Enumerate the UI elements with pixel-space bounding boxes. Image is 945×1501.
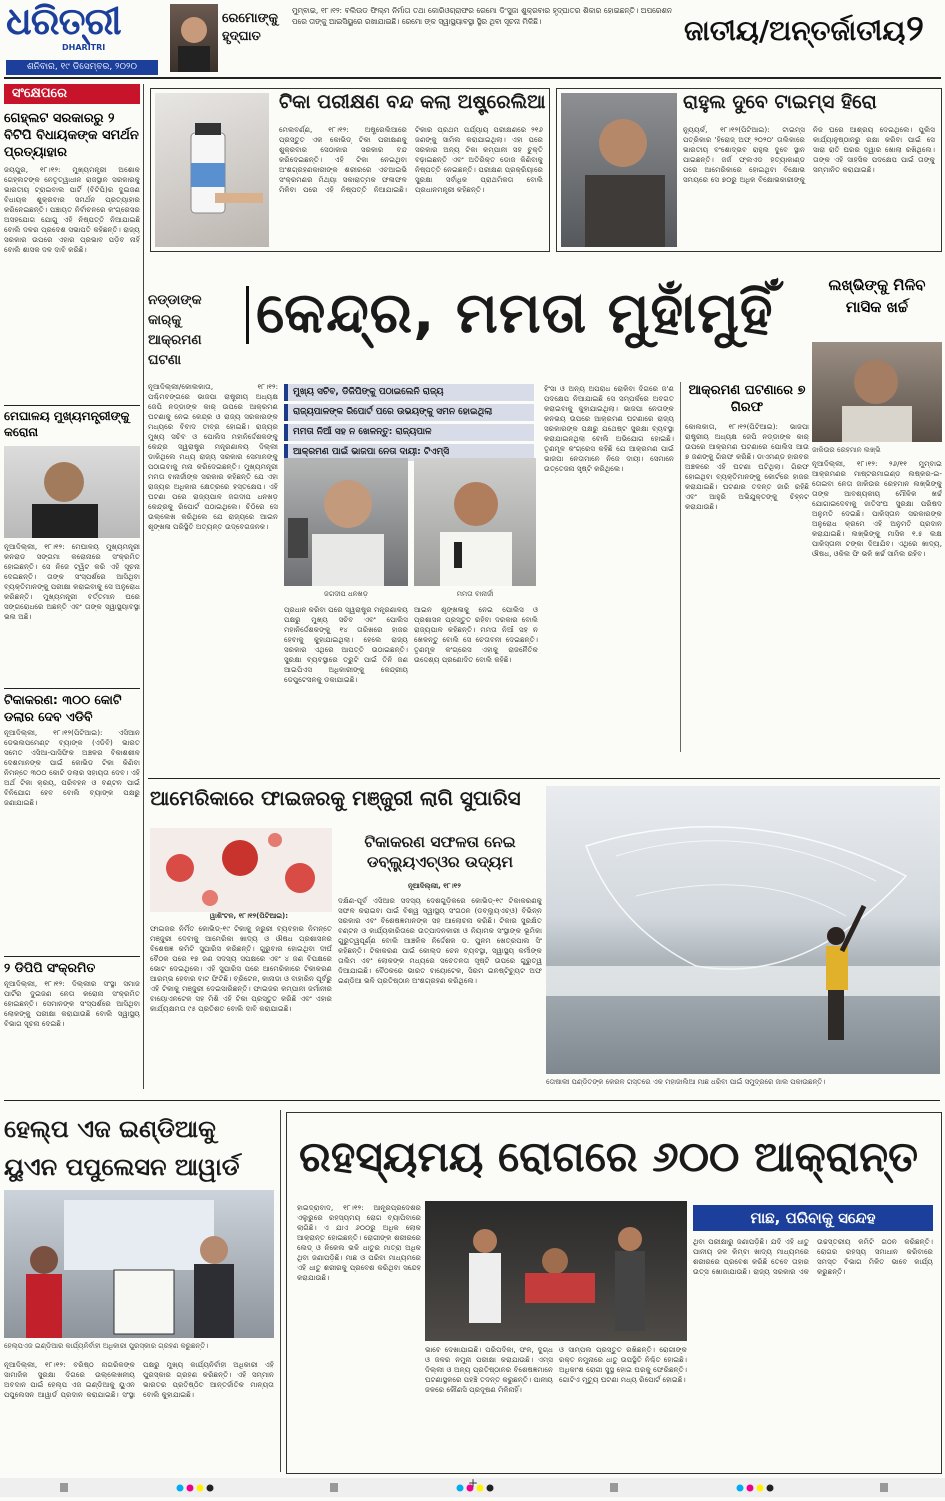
- rahul-story: [556, 88, 942, 252]
- dhankhar-caption: ଜଗଦୀପ ଧନଖଡ଼: [323, 590, 368, 598]
- column-name: ରେମୋଙ୍କୁ ହୃଦ୍‌ଘାତ: [222, 11, 278, 44]
- main-bullets: [284, 384, 534, 461]
- bullet-1: ମୁଖ୍ୟ ସଚିବ, ଡିଜିପିଙ୍କୁ ପଠାଇଲେନି ରାଜ୍ୟ: [284, 384, 534, 401]
- item1-headline: ଗେହ୍‌ଲଟ ସରକାରରୁ ୨ ବିଟିପି ବିଧାୟକଙ୍କ ସମର୍ଥନ ପ୍ରତ୍ୟାହାର: [4, 111, 139, 160]
- bullet-3: ମମତା ନିଆଁ ସହ ନ ଖେଳନ୍ତୁ: ରାଜ୍ୟପାଳ: [284, 424, 534, 441]
- mystery-body-2: ଭାବେ ଦେଖାଯାଇଛି। ପରିପଦିକା, ଫଳ, ଦୁଗ୍ଧ ଓ ଜଳର ନମୁନା ପରୀକ୍ଷା କରାଯାଉଛି। ଏମ୍ସ ଦିଲ୍ଲୀ ଓ ଅନ୍ୟ ପ୍ରତିଷ୍ଠାନର ବିଶେଷଜ୍ଞମାନେ ଘଟଣାସ୍ଥଳରେ ପହଞ୍ଚି ତଦନ୍ତ କରୁଛନ୍ତି। ପାନୀୟ ଜଳରେ କୌଣସି ପ୍ରଦୂଷଣ ମିଳିନାହିଁ।: [425, 1345, 553, 1394]
- helpage-headline: ହେଲ୍ପ ଏଜ ଇଣ୍ଡିଆକୁ ୟୁଏନ ପପୁଲେସନ ଆୱାର୍ଡ: [4, 1115, 240, 1181]
- helpage-body: ନୂଆଦିଲ୍ଲୀ, ୧୮।୧୨: ବରିଷ୍ଠ ନାଗରିକଙ୍କ ସାମାଜିକ ସୁରକ୍ଷା ଦିଗରେ ଉଲ୍ଲେଖନୀୟ ଅବଦାନ ପାଇଁ ହେଲ୍ପ ଏଜ ଇଣ୍ଡିଆକୁ ୟୁଏନ ପପୁଲେସନ ଆୱାର୍ଡ ପ୍ରଦାନ କରାଯାଇଛି। ସଂସ୍ଥା ପକ୍ଷରୁ ମୁଖ୍ୟ କାର୍ଯ୍ୟନିର୍ବାହୀ ଅଧିକାରୀ ଏହି ପୁରସ୍କାର ଗ୍ରହଣ କରିଛନ୍ତି। ଏହି ସମ୍ମାନ ଭାରତର ପ୍ରତିଷ୍ଠିତ ଆନ୍ତର୍ଜାତିକ ମାନ୍ୟତା ବୋଲି କୁହାଯାଇଛି।: [4, 1360, 274, 1399]
- portrait-icon: [812, 342, 942, 442]
- arrests-box: [680, 382, 809, 752]
- australia-story: [150, 88, 550, 252]
- item3-headline: ଟିକାକରଣ: ୩୦୦ କୋଟି ଡଲାର ଦେବ ଏଡିବି: [4, 692, 122, 724]
- virus-icon: [150, 828, 332, 912]
- virus-illustration: [150, 828, 332, 912]
- australia-headline: ଟିକା ପରୀକ୍ଷଣ ବନ୍ଦ କଲା ଅଷ୍ଟ୍ରେଲିଆ: [279, 91, 546, 113]
- dhankhar-photo: [284, 458, 408, 586]
- lower-rule: [4, 1100, 940, 1101]
- rahul-body: ନ୍ୟୁୟର୍କ, ୧୮।୧୨(ପିଟିଆଇ): ଟାଇମ୍ସ ପତ୍ରିକାର 'ହିରୋଜ୍ ଅଫ୍ ୨୦୨୦' ତାଲିକାରେ ଭାରତୀୟ ବଂଶୋଦ୍ଭବ ରାହୁଲ ଦୁବେ ସ୍ଥାନ ପାଇଛନ୍ତି। ଜର୍ଜ ଫ୍ଲଏଡ ହତ୍ୟାକାଣ୍ଡ ପରେ ଆମେରିକାରେ ହୋଇଥିବା ବିକ୍ଷୋଭ ସମୟରେ ସେ ୭୦ରୁ ଅଧିକ ବିକ୍ଷୋଭକାରୀଙ୍କୁ ନିଜ ଘରେ ଆଶ୍ରୟ ଦେଇଥିଲେ। ପୁଲିସ କାର୍ଯ୍ୟାନୁଷ୍ଠାନରୁ ରକ୍ଷା କରିବା ପାଇଁ ସେ ସାରା ରାତି ଘରର ଦ୍ୱାର ଖୋଲା ରଖିଥିଲେ। ତାଙ୍କ ଏହି ସାହସିକ ପଦକ୍ଷେପ ପାଇଁ ତାଙ୍କୁ ସମ୍ମାନିତ କରାଯାଇଛି।: [683, 125, 935, 184]
- left-column-rule: [143, 84, 144, 1089]
- arrests-headline: ଆକ୍ରମଣ ଘଟଣାରେ ୭ ଗିରଫ: [688, 383, 806, 415]
- lakhvi-photo: [812, 342, 942, 442]
- pfizer-dateline: ୱାଶିଂଟନ, ୧୮।୧୨(ପିଟିଆଇ):: [209, 912, 289, 920]
- who-dateline: ନୂଆଦିଲ୍ଲୀ, ୧୮।୧୨: [408, 882, 461, 890]
- item2-headline: ମେଘାଳୟ ମୁଖ୍ୟମନ୍ତ୍ରୀଙ୍କୁ କରୋନା: [4, 409, 130, 439]
- section-title: ଜାତୀୟ/ଅନ୍ତର୍ଜାତୀୟ: [684, 14, 906, 47]
- mystery-body-3: ଓ ସାମ୍ପଲ ପ୍ରସ୍ତୁତ ରଖିଛନ୍ତି। ରୋଗୀଙ୍କ ରକ୍ତ ନମୁନାରେ ଧାତୁ ଉପସ୍ଥିତି ନିଶ୍ଚିତ ହୋଇଛି। ଅଧିକାଂଶ ରୋଗୀ ସୁସ୍ଥ ହୋଇ ଘରକୁ ଫେରିଛନ୍ତି। ଗୋଟିଏ ମୃତ୍ୟୁ ଘଟଣା ମଧ୍ୟ ରିପୋର୍ଟ ହୋଇଛି।: [559, 1345, 687, 1384]
- who-body: ଦକ୍ଷିଣ-ପୂର୍ବ ଏସିଆର ସଦସ୍ୟ ଦେଶଗୁଡ଼ିକରେ କୋଭିଡ୍-୧୯ ଟିକାକରଣକୁ ସଫଳ କରାଇବା ପାଇଁ ବିଶ୍ୱ ସ୍ୱାସ୍ଥ୍ୟ ସଂଗଠନ (ଡବ୍ଲ୍ୟୁଏଚ୍‌ଓ) ବିଭିନ୍ନ ସରକାର ଏବଂ ବିଶେଷଜ୍ଞମାନଙ୍କ ସହ ଆଲୋଚନା କରିଛି। ଟିକାର ସୁରକ୍ଷିତ ବଣ୍ଟନ ଓ କାର୍ଯ୍ୟକାରିତାରେ ଉତ୍ପାଦନକାରୀ ଓ ନିୟାମକ ସଂସ୍ଥାଙ୍କ ଭୂମିକା ଗୁରୁତ୍ୱପୂର୍ଣ୍ଣ ବୋଲି ଆଞ୍ଚଳିକ ନିର୍ଦ୍ଦେଶକ ଡ. ପୁନମ ଖେତ୍ରପାଲ ସିଂ କହିଛନ୍ତି। ଟିକାକରଣ ପାଇଁ କୋଲ୍ଡ ଚେନ ବ୍ୟବସ୍ଥା, ସ୍ୱାସ୍ଥ୍ୟ କର୍ମୀଙ୍କ ତାଲିମ ଏବଂ ଲୋକଙ୍କ ମଧ୍ୟରେ ସଚେତନତା ସୃଷ୍ଟି ଉପରେ ଗୁରୁତ୍ୱ ଦିଆଯାଇଛି। ବୈଠକରେ ଭାରତ ବାୟୋଟେକ, ସିରମ ଇନଷ୍ଟିଚ୍ୟୁଟ ଅଫ ଇଣ୍ଡିଆ ଭଳି ପ୍ରତିଷ୍ଠାନ ଅଂଶଗ୍ରହଣ କରିଥିଲେ।: [338, 896, 542, 985]
- main-kicker: ନଡ୍ଡାଙ୍କ କାର୍‌କୁ ଆକ୍ରମଣ ଘଟଣା: [148, 292, 202, 368]
- masthead-rule: [4, 77, 941, 79]
- lakhvi-story: [812, 274, 942, 752]
- vaccine-photo: [155, 93, 269, 247]
- lakhvi-body: ନୂଆଦିଲ୍ଲୀ, ୧୮।୧୨: ୨୬/୧୧ ମୁମ୍ବାଇ ଆକ୍ରମଣର ମାଷ୍ଟରମାଇଣ୍ଡ ଲଷ୍କର-ଇ-ତୋଇବା ନେତା ଜାକିଉର ରେହମାନ ଲଖ୍‌ଭିଙ୍କୁ ତାଙ୍କ ଆବଶ୍ୟକୀୟ ମୌଳିକ ଖର୍ଚ୍ଚ ଯୋଗାଇଦେବାକୁ ଜାତିସଂଘ ସୁରକ୍ଷା ପରିଷଦ ଅନୁମତି ଦେଇଛି। ପାକିସ୍ତାନ ସରକାରଙ୍କ ଅନୁରୋଧ କ୍ରମେ ଏହି ଅନୁମତି ପ୍ରଦାନ କରାଯାଇଛି। ଲଖ୍‌ଭିଙ୍କୁ ମାସିକ ୧.୫ ଲକ୍ଷ ପାକିସ୍ତାନୀ ଟଙ୍କା ଦିଆଯିବ। ଏଥିରେ ଖାଦ୍ୟ, ଔଷଧ, ଓକିଲ ଫି ଭଳି ଖର୍ଚ୍ଚ ସାମିଲ ରହିବ।: [812, 459, 942, 558]
- who-headline: ଟିକାକରଣ ସଫଳତା ନେଇ ଡବ୍ଲ୍ୟୁଏଚ୍‌ଓର ଉଦ୍ୟମ: [364, 833, 516, 871]
- main-body-2: ପ୍ରଧାନ କରିବା ପରେ ସ୍ୱରାଷ୍ଟ୍ର ମନ୍ତ୍ରଣାଳୟ ପକ୍ଷରୁ ମୁଖ୍ୟ ସଚିବ ଏବଂ ପୋଲିସ ମହାନିର୍ଦ୍ଦେଶକଙ୍କୁ ୧୪ ତାରିଖରେ ହାଜର ହେବାକୁ କୁହାଯାଇଥିଲା। ହେଲେ ରାଜ୍ୟ ସରକାର ଏଥିରେ ଆପତ୍ତି ଉଠାଇଛନ୍ତି। ସୁରକ୍ଷା ବ୍ୟବସ୍ଥାରେ ତ୍ରୁଟି ପାଇଁ ତିନି ଜଣ ଆଇପିଏସ ଅଧିକାରୀଙ୍କୁ କେନ୍ଦ୍ରୀୟ ଡେପୁଟେସନକୁ ଡକାଯାଇଛି।: [284, 605, 408, 684]
- vaccine-vial-icon: [155, 93, 269, 247]
- sankshepare-label: ସଂକ୍ଷେପରେ: [4, 84, 140, 104]
- lakhvi-caption: ଜାକିଉର ରେହମାନ ଲଖ୍‌ଭି: [812, 446, 881, 454]
- sangma-photo: [4, 446, 140, 538]
- divider: [4, 956, 140, 957]
- masthead-date: ଶନିବାର, ୧୯ ଡିସେମ୍ବର, ୨୦୨୦: [6, 60, 158, 75]
- mamata-photo: [414, 458, 536, 586]
- main-body-4: ହିଂସା ଓ ଅନ୍ୟ ଅପରାଧ ରୋକିବା ଦିଗରେ ଜ'ଣ ପଦକ୍ଷେପ ନିଆଯାଇଛି ସେ ସମ୍ପର୍କରେ ଅବଗତ କରାଇବାକୁ କୁହାଯାଇଥିଲା। ଭାଜପା ନେତାଙ୍କ କନଭୟ ଉପରେ ଆକ୍ରମଣ ଘଟଣାରେ ରାଜ୍ୟ ସରକାରଙ୍କ ପକ୍ଷରୁ ଯଥେଷ୍ଟ ସୁରକ୍ଷା ବ୍ୟବସ୍ଥା କରାଯାଇନଥିଲା ବୋଲି ଅଭିଯୋଗ ହୋଇଛି। ତୃଣମୂଳ କଂଗ୍ରେସ କହିଛି ଯେ ଆକ୍ରମଣ ପାଇଁ ଭାଜପା ନେତାମାନେ ନିଜେ ଦାୟୀ। ସେମାନେ ଉତ୍ତେଜନା ସୃଷ୍ଟି କରିଥିଲେ।: [544, 384, 674, 473]
- item4-body: ନୂଆଦିଲ୍ଲୀ, ୧୮।୧୨: ଦିଲ୍ଲୀର ସଂସ୍ଥା ସମାଜ ପାର୍ଟିର ଦୁଇଜଣ ନେତା କରୋନା ସଂକ୍ରମିତ ହୋଇଛନ୍ତି। ସେମାନଙ୍କ ସଂସ୍ପର୍ଶରେ ଆସିଥିବା ଲୋକଙ୍କୁ ପରୀକ୍ଷା କରାଯାଉଛି ବୋଲି ସ୍ୱାସ୍ଥ୍ୟ ବିଭାଗ ସୂଚନା ଦେଇଛି।: [4, 979, 140, 1028]
- main-body-1: ନୂଆଦିଲ୍ଲୀ/କୋଲକାତା, ୧୮।୧୨: ପଶ୍ଚିମବଙ୍ଗରେ ଭାଜପା ରାଷ୍ଟ୍ରୀୟ ଅଧ୍ୟକ୍ଷ ଜେପି ନଡ୍ଡାଙ୍କ କାର୍‌ ଉପରେ ଆକ୍ରମଣ ଘଟଣାକୁ ନେଇ କେନ୍ଦ୍ର ଓ ରାଜ୍ୟ ସରକାରଙ୍କ ମଧ୍ୟରେ ବିବାଦ ତୀବ୍ର ହୋଇଛି। ରାଜ୍ୟର ମୁଖ୍ୟ ସଚିବ ଓ ପୋଲିସ ମହାନିର୍ଦ୍ଦେଶକଙ୍କୁ କେନ୍ଦ୍ର ସ୍ୱରାଷ୍ଟ୍ର ମନ୍ତ୍ରଣାଳୟ ଦିଲ୍ଲୀ ଡାକିଥିଲେ ମଧ୍ୟ ରାଜ୍ୟ ସରକାର ସେମାନଙ୍କୁ ପଠାଇବାକୁ ମନା କରିଦେଇଛନ୍ତି। ମୁଖ୍ୟମନ୍ତ୍ରୀ ମମତା ବାନାର୍ଜୀଙ୍କ ସରକାର କହିଛନ୍ତି ଯେ ଏହା ରାଜ୍ୟର ଅଧିକାର କ୍ଷେତ୍ରରେ ହସ୍ତକ୍ଷେପ। ଏହି ଘଟଣା ପରେ ରାଜ୍ୟପାଳ ଜଗଦୀପ ଧନଖଡ଼ କେନ୍ଦ୍ରକୁ ରିପୋର୍ଟ ପଠାଇଥିଲେ। ଚିଠିରେ ସେ ଉଲ୍ଲେଖ କରିଥିଲେ ଯେ ରାଜ୍ୟରେ ଆଇନ ଶୃଙ୍ଖଳା ପରିସ୍ଥିତି ଅତ୍ୟନ୍ତ ଉଦ୍‌ବେଗଜନକ।: [148, 382, 278, 531]
- mystery-body-4: ଥିବା ପରୀକ୍ଷାରୁ ଜଣାପଡ଼ିଛି। ଯଦି ଏହି ଧାତୁ ପାନୀୟ ଜଳ କିମ୍ବା ଖାଦ୍ୟ ମାଧ୍ୟମରେ ଶରୀରରେ ପ୍ରବେଶ କରିଛି ତେବେ ତାହାର ଉତ୍ସ ଖୋଜାଯାଉଛି। ରାଜ୍ୟ ସରକାର ଏକ ଉଚ୍ଚସ୍ତରୀୟ କମିଟି ଗଠନ କରିଛନ୍ତି। ରୋଗର ରହସ୍ୟ ସମାଧାନ କରିବାରେ ସମସ୍ତ ବିଭାଗ ମିଳିତ ଭାବେ କାର୍ଯ୍ୟ କରୁଛନ୍ତି।: [693, 1237, 933, 1276]
- bullet-4: ଆକ୍ରମଣ ପାଇଁ ଭାଜପା ନେତା ଦାୟୀ: ଟିଏମ୍‌ସି: [284, 444, 534, 461]
- columnist-photo: [170, 4, 218, 72]
- net-casting-illustration: [546, 786, 940, 1074]
- item1-body: ଜୟପୁର, ୧୮।୧୨: ମୁଖ୍ୟମନ୍ତ୍ରୀ ଅଶୋକ ଗେହ୍‌ଲଟଙ୍କ ନେତୃତ୍ୱାଧୀନ ରାଜସ୍ଥାନ ସରକାରକୁ ଭାରତୀୟ ଟ୍ରାଇବାଲ ପାର୍ଟି (ବିଟିପି)ର ଦୁଇଜଣ ବିଧାୟକ ଶୁକ୍ରବାର ସମର୍ଥନ ପ୍ରତ୍ୟାହାର କରିନେଇଛନ୍ତି। ପଞ୍ଚାୟତ ନିର୍ବାଚନରେ କଂଗ୍ରେସର ଅସହଯୋଗ ଯୋଗୁ ଏହି ନିଷ୍ପତ୍ତି ନିଆଯାଇଛି ବୋଲି ଦଳର ପ୍ରଦେଶ ସଭାପତି କହିଛନ୍ତି। ରାଜ୍ୟ ସରକାର ଉପରେ ଏହାର ପ୍ରଭାବ ପଡ଼ିବ ନାହିଁ ବୋଲି ଶାସକ ଦଳ ଦାବି କରିଛି।: [4, 165, 140, 254]
- main-headline: କେନ୍ଦ୍ର, ମମତା ମୁହାଁମୁହିଁ: [256, 281, 774, 346]
- logo-text: ଧରିତ୍ରୀ: [6, 0, 121, 43]
- logo-sub: DHARITRI: [62, 43, 106, 52]
- fisherman-caption: ତୋଷାଲୀ ପଣ୍ଡିତଙ୍କ କେରଳ ଗସ୍ତରେ ଏକ ମହାଜାଲିଆ ମାଛ ଧରିବା ପାଇଁ ସମୁଦ୍ରରେ ଜାଲ ପକାଉଛନ୍ତି।: [546, 1078, 826, 1086]
- hospital-scene-illustration: [425, 1201, 687, 1341]
- pfizer-body: ଫାଇଜର ନିର୍ମିତ କୋଭିଡ୍-୧୯ ଟିକାକୁ ଜରୁରୀ ବ୍ୟବହାର ନିମନ୍ତେ ମଞ୍ଜୁରୀ ଦେବାକୁ ଆମେରିକା ଖାଦ୍ୟ ଓ ଔଷଧ ପ୍ରଶାସନର ବିଶେଷଜ୍ଞ କମିଟି ସୁପାରିସ କରିଛନ୍ତି। ଗୁରୁବାର ହୋଇଥିବା ଦୀର୍ଘ ବୈଠକ ପରେ ୧୭ ଜଣ ସଦସ୍ୟ ସପକ୍ଷରେ ଏବଂ ୪ ଜଣ ବିପକ୍ଷରେ ଭୋଟ ଦେଇଥିଲେ। ଏହି ସୁପାରିସ ପରେ ଆମେରିକାରେ ଟିକାକରଣ ଆରମ୍ଭ ହେବାର ବାଟ ଫିଟିଛି। ବ୍ରିଟେନ, କାନାଡା ଓ ବାହାରିନ ପୂର୍ବରୁ ଏହି ଟିକାକୁ ମଞ୍ଜୁରୀ ଦେଇସାରିଛନ୍ତି। ଫାଇଜର କମ୍ପାନୀ ଜର୍ମାନୀର ବାୟୋଏନଟେକ ସହ ମିଶି ଏହି ଟିକା ପ୍ରସ୍ତୁତ କରିଛି ଏବଂ ଏହାର କାର୍ଯ୍ୟକ୍ଷମତା ୯୫ ପ୍ରତିଶତ ବୋଲି ଦାବି କରାଯାଇଛି।: [150, 924, 332, 1013]
- item4-headline: ୨ ଡିପିପି ସଂକ୍ରମିତ: [4, 960, 96, 975]
- divider: [4, 688, 140, 689]
- kicker-bar: [246, 286, 249, 344]
- fisherman-photo: [546, 786, 940, 1074]
- australia-body: ମେଲବର୍ଣ୍ଣ, ୧୮।୧୨: ଅଷ୍ଟ୍ରେଲିଆରେ ପ୍ରସ୍ତୁତ ଏକ କୋଭିଡ୍ ଟିକା ପରୀକ୍ଷଣକୁ ଶୁକ୍ରବାର ସେଠାକାର ସରକାର ବନ୍ଦ କରିଦେଇଛନ୍ତି। ଏହି ଟିକା ନେଇଥିବା ଅଂଶଗ୍ରହଣକାରୀଙ୍କ ଶରୀରରେ ଏଚଆଇଭି ସଂକ୍ରମଣର ମିଥ୍ୟା ସକାରାତ୍ମକ ଫଳାଫଳ ମିଳିବା ପରେ ଏହି ନିଷ୍ପତ୍ତି ନିଆଯାଇଛି। ଟିକାର ପ୍ରଥମ ପର୍ଯ୍ୟାୟ ପରୀକ୍ଷଣରେ ୨୧୬ ଜଣଙ୍କୁ ସାମିଲ କରାଯାଇଥିଲା। ଏହା ପରେ ସରକାର ଅନ୍ୟ ଟିକା କମ୍ପାନୀ ସହ ଚୁକ୍ତି ବଢ଼ାଇଛନ୍ତି ଏବଂ ଅତିରିକ୍ତ ଡୋଜ କିଣିବାକୁ ନିଷ୍ପତ୍ତି ନେଇଛନ୍ତି। ପରୀକ୍ଷଣ ପ୍ରକ୍ରିୟାରେ ସୁରକ୍ଷା ସର୍ବାଧିକ ପ୍ରାଥମିକତା ବୋଲି ପ୍ରଧାନମନ୍ତ୍ରୀ କହିଛନ୍ତି।: [279, 125, 543, 194]
- mystery-body-1: ହାଇଦ୍ରାବାଦ, ୧୮।୧୨: ଆନ୍ଧ୍ରପ୍ରଦେଶର ଏଲୁରୁରେ ରହସ୍ୟମୟ ରୋଗ ବ୍ୟାପିବାରେ ଲାଗିଛି। ଏ ଯାଏ ୬୦୦ରୁ ଅଧିକ ଲୋକ ଆକ୍ରାନ୍ତ ହୋଇଛନ୍ତି। ରୋଗୀଙ୍କ ଶରୀରରେ ଲେଡ୍ ଓ ନିକେଲ ଭଳି ଧାତୁର ମାତ୍ରା ଅଧିକ ଥିବା ଜଣାପଡ଼ିଛି। ମାଛ ଓ ପରିବା ମାଧ୍ୟମରେ ଏହି ଧାତୁ ଶରୀରକୁ ପ୍ରବେଶ କରିଥିବା ସନ୍ଦେହ କରାଯାଉଛି।: [297, 1203, 421, 1282]
- helpage-rule: [280, 1110, 281, 1472]
- portrait-icon: [284, 458, 408, 586]
- pfizer-headline: ଆମେରିକାରେ ଫାଇଜରକୁ ମଞ୍ଜୁରୀ ଲାଗି ସୁପାରିସ: [150, 786, 521, 810]
- hospital-photo: [425, 1201, 687, 1341]
- portrait-icon: [561, 93, 677, 247]
- mystery-frame: [286, 1112, 942, 1474]
- mystery-headline: ରହସ୍ୟମୟ ରୋଗରେ ୬୦୦ ଆକ୍ରାନ୍ତ: [299, 1132, 919, 1181]
- arrests-body: କୋଲକାତା, ୧୮।୧୨(ପିଟିଆଇ): ଭାଜପା ରାଷ୍ଟ୍ରୀୟ ଅଧ୍ୟକ୍ଷ ଜେପି ନଡ୍ଡାଙ୍କ କାର୍‌ ଉପରେ ଆକ୍ରମଣ ଘଟଣାରେ ପୋଲିସ ଆଉ ୭ ଜଣଙ୍କୁ ଗିରଫ କରିଛି। ଡାଏମଣ୍ଡ ହାରବର ଅଞ୍ଚଳରେ ଏହି ଘଟଣା ଘଟିଥିଲା। ଗିରଫ ହୋଇଥିବା ବ୍ୟକ୍ତିମାନଙ୍କୁ କୋର୍ଟରେ ହାଜର କରାଯାଇଛି। ଘଟଣାର ତଦନ୍ତ ଜାରି ରହିଛି ଏବଂ ଆହୁରି ଅଭିଯୁକ୍ତଙ୍କୁ ଚିହ୍ନଟ କରାଯାଉଛି।: [685, 422, 809, 511]
- sankshepare-column: [4, 84, 140, 1089]
- registration-cross: +: [468, 1476, 479, 1490]
- footer-bar: [0, 1478, 945, 1497]
- helpage-caption: ହେଲ୍ପଏଜ ଇଣ୍ଡିଆର କାର୍ଯ୍ୟନିର୍ବାହୀ ଅଧିକାରୀ ପୁରସ୍କାର ଗ୍ରହଣ କରୁଛନ୍ତି।: [4, 1342, 209, 1350]
- masthead: [0, 0, 945, 80]
- lakhvi-headline: ଲଖ୍‌ଭିଙ୍କୁ ମିଳିବ ମାସିକ ଖର୍ଚ୍ଚ: [828, 276, 926, 316]
- item3-body: ନୂଆଦିଲ୍ଲୀ, ୧୮।୧୨(ପିଟିଆଇ): ଏସିଆନ ଡେଭଲପମେଣ୍ଟ ବ୍ୟାଙ୍କ (ଏଡିବି) ଭାରତ ସମେତ ଏସିଆ-ପାସିଫିକ ଅଞ୍ଚଳର ବିକାଶଶୀଳ ଦେଶମାନଙ୍କ ପାଇଁ କୋଭିଡ ଟିକା କିଣିବା ନିମନ୍ତେ ୩୦୦ କୋଟି ଡଲାର ସହାୟତା ଦେବ। ଏହି ଅର୍ଥ ଟିକା କ୍ରୟ, ପରିବହନ ଓ ବଣ୍ଟନ ପାଇଁ ବିନିଯୋଗ ହେବ ବୋଲି ବ୍ୟାଙ୍କ ପକ୍ଷରୁ ଜଣାଯାଇଛି।: [4, 728, 140, 807]
- bullet-2: ରାଜ୍ୟପାଳଙ୍କ ରିପୋର୍ଟ ପରେ ଉଭୟଙ୍କୁ ସମନ ହୋଇଥିଲା: [284, 404, 534, 421]
- main-body-3: ଆଇନ ଶୃଙ୍ଖଳାକୁ ନେଇ ପୋଲିସ ଓ ପ୍ରଶାସନ ପ୍ରସ୍ତୁତ ରହିବା ଦରକାର ବୋଲି ରାଜ୍ୟପାଳ କହିଛନ୍ତି। ମମତା ନିଆଁ ସହ ନ ଖେଳନ୍ତୁ ବୋଲି ସେ ଚେତାବନୀ ଦେଇଛନ୍ତି। ତୃଣମୂଳ କଂଗ୍ରେସ ଏହାକୁ ରାଜନୈତିକ ଉଦ୍ଦେଶ୍ୟ ପ୍ରଣୋଦିତ ବୋଲି କହିଛି।: [414, 605, 538, 664]
- masthead-logo: [6, 2, 166, 62]
- divider: [4, 405, 140, 406]
- section-rule: [148, 778, 940, 779]
- rahul-headline: ରାହୁଲ ଦୁବେ ଟାଇମ୍ସ ହିରୋ: [683, 91, 877, 113]
- flash-text: ମୁମ୍ବାଇ, ୧୮।୧୨: ବଲିଉଡ ଫିଲ୍ମ ନିର୍ମାତା ତଥା କୋରିଓଗ୍ରାଫର ରେମୋ ଡି'ସୁଜା ଶୁକ୍ରବାର ହୃଦ୍‌ଘାତର ଶିକାର ହୋଇଛନ୍ତି। ଅପରେଶନ ପରେ ତାଙ୍କୁ ଆଇସିୟୁରେ ରଖାଯାଇଛି। ରେମୋ ଙ୍କ ସ୍ୱାସ୍ଥ୍ୟାବସ୍ଥା ସ୍ଥିର ଥିବା ସୂଚନା ମିଳିଛି।: [292, 6, 672, 26]
- award-ceremony-illustration: [4, 1190, 274, 1338]
- page-number: ୨: [906, 8, 924, 49]
- portrait-icon: [4, 446, 140, 538]
- portrait-icon: [170, 4, 218, 72]
- mamata-caption: ମମତା ବାନାର୍ଜୀ: [456, 590, 494, 598]
- helpage-photo: [4, 1190, 274, 1338]
- rahul-photo: [561, 93, 677, 247]
- mystery-subhead: ମାଛ, ପରିବାକୁ ସନ୍ଦେହ: [693, 1205, 933, 1231]
- item2-body: ନୂଆଦିଲ୍ଲୀ, ୧୮।୧୨: ମେଘାଳୟ ମୁଖ୍ୟମନ୍ତ୍ରୀ କନରାଡ ସଙ୍ଗମା କରୋନାରେ ସଂକ୍ରମିତ ହୋଇଛନ୍ତି। ସେ ନିଜେ ଟ୍ୱିଟ କରି ଏହି ସୂଚନା ଦେଇଛନ୍ତି। ତାଙ୍କ ସଂସ୍ପର୍ଶରେ ଆସିଥିବା ବ୍ୟକ୍ତିମାନଙ୍କୁ ପରୀକ୍ଷା କରାଇବାକୁ ସେ ଅନୁରୋଧ କରିଛନ୍ତି। ମୁଖ୍ୟମନ୍ତ୍ରୀ ବର୍ତ୍ତମାନ ଘରେ ସଙ୍ଗରୋଧରେ ଅଛନ୍ତି ଏବଂ ତାଙ୍କ ସ୍ୱାସ୍ଥ୍ୟାବସ୍ଥା ଭଲ ଅଛି।: [4, 542, 140, 621]
- portrait-icon: [414, 458, 536, 586]
